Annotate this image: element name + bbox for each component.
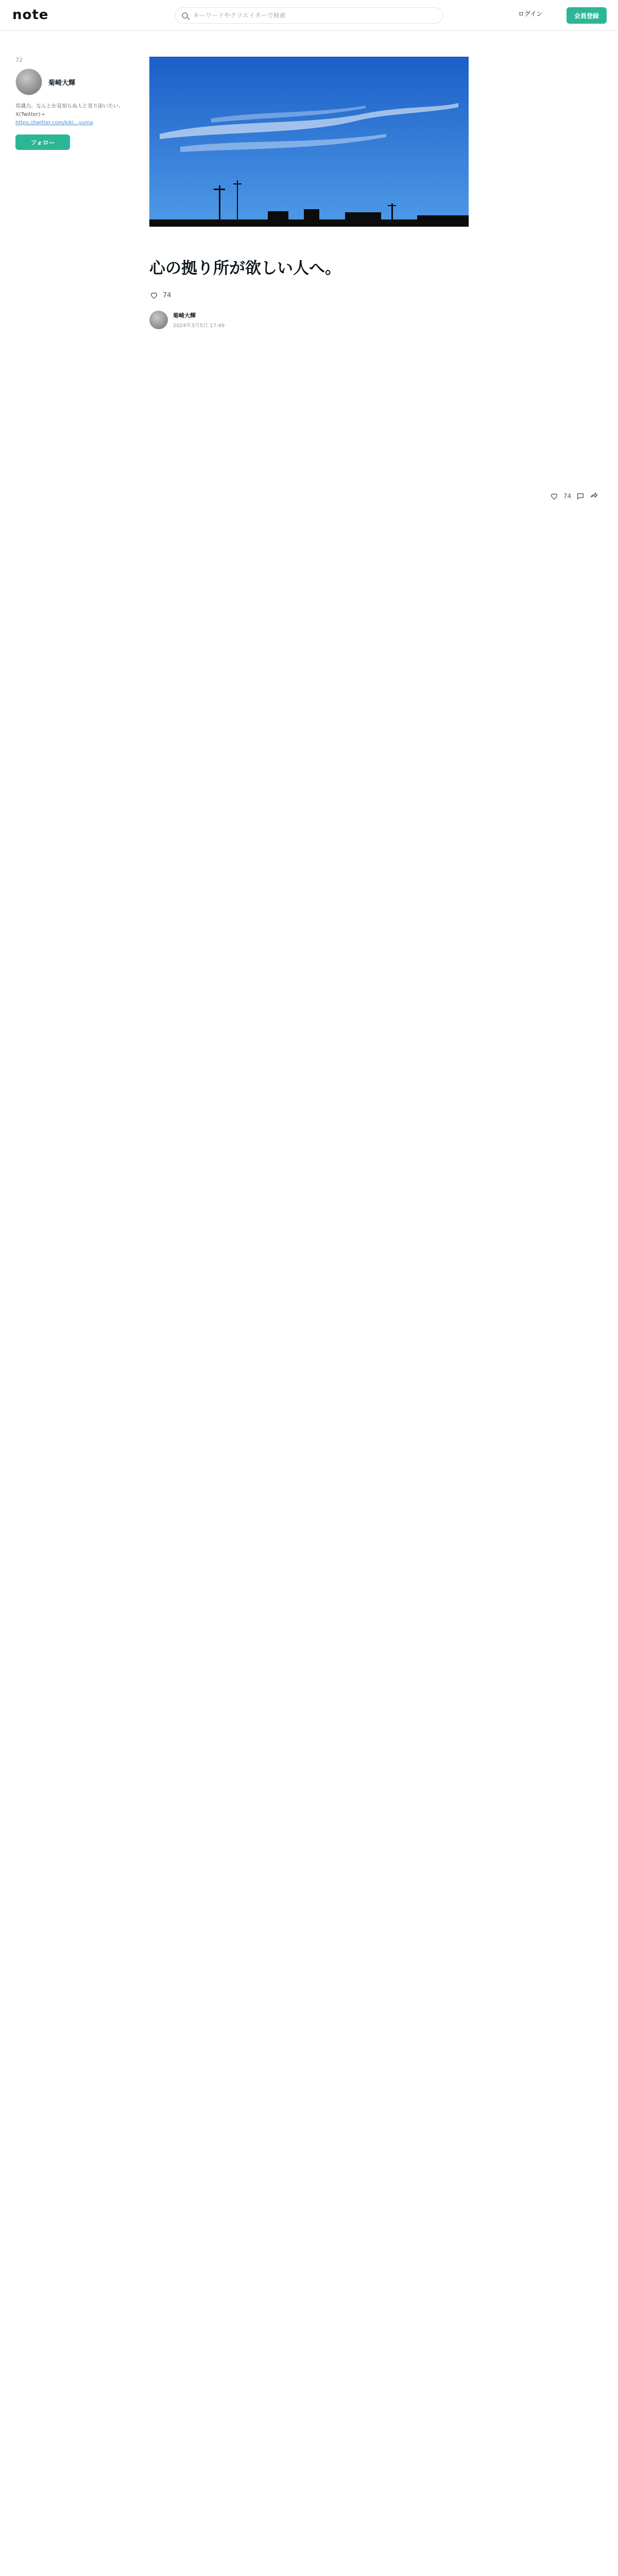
byline-author[interactable]: 菊崎大輝 bbox=[173, 312, 196, 319]
site-header bbox=[0, 0, 618, 31]
avatar[interactable] bbox=[15, 69, 42, 95]
profile-badge: 72 bbox=[15, 57, 23, 63]
comment-icon[interactable] bbox=[576, 492, 585, 500]
note-logo[interactable]: note bbox=[12, 7, 49, 23]
article-title: 心の拠り所が欲しい人へ。 bbox=[149, 259, 341, 278]
login-link[interactable]: ログイン bbox=[518, 10, 543, 18]
follow-button[interactable]: フォロー bbox=[15, 134, 70, 150]
byline-avatar[interactable] bbox=[149, 311, 168, 329]
article-actions bbox=[550, 492, 598, 500]
search-icon bbox=[182, 12, 188, 19]
bio-link[interactable]: https://twitter.com/kiki...yuma bbox=[15, 120, 93, 126]
share-icon[interactable] bbox=[590, 492, 598, 500]
article bbox=[149, 258, 469, 349]
hero-image bbox=[149, 57, 469, 227]
like-count: 74 bbox=[563, 493, 572, 500]
profile-bio bbox=[15, 103, 124, 127]
author-profile bbox=[15, 57, 124, 150]
search-bar[interactable] bbox=[175, 7, 443, 24]
search-input[interactable] bbox=[193, 12, 430, 19]
signup-button[interactable]: 会員登録 bbox=[566, 7, 607, 24]
like-heart-icon[interactable] bbox=[149, 291, 159, 299]
profile-name[interactable]: 菊崎大輝 bbox=[48, 79, 76, 87]
byline bbox=[149, 311, 469, 329]
heart-icon[interactable] bbox=[550, 492, 558, 500]
byline-date: 2024年3月5日 17:49 bbox=[173, 323, 225, 329]
like-bar bbox=[149, 291, 469, 299]
bio-text: 常識力。なんとか見知らぬ人と寄り添いたい。 X(Twitter)→ bbox=[15, 104, 124, 117]
title-like-count: 74 bbox=[163, 291, 171, 299]
